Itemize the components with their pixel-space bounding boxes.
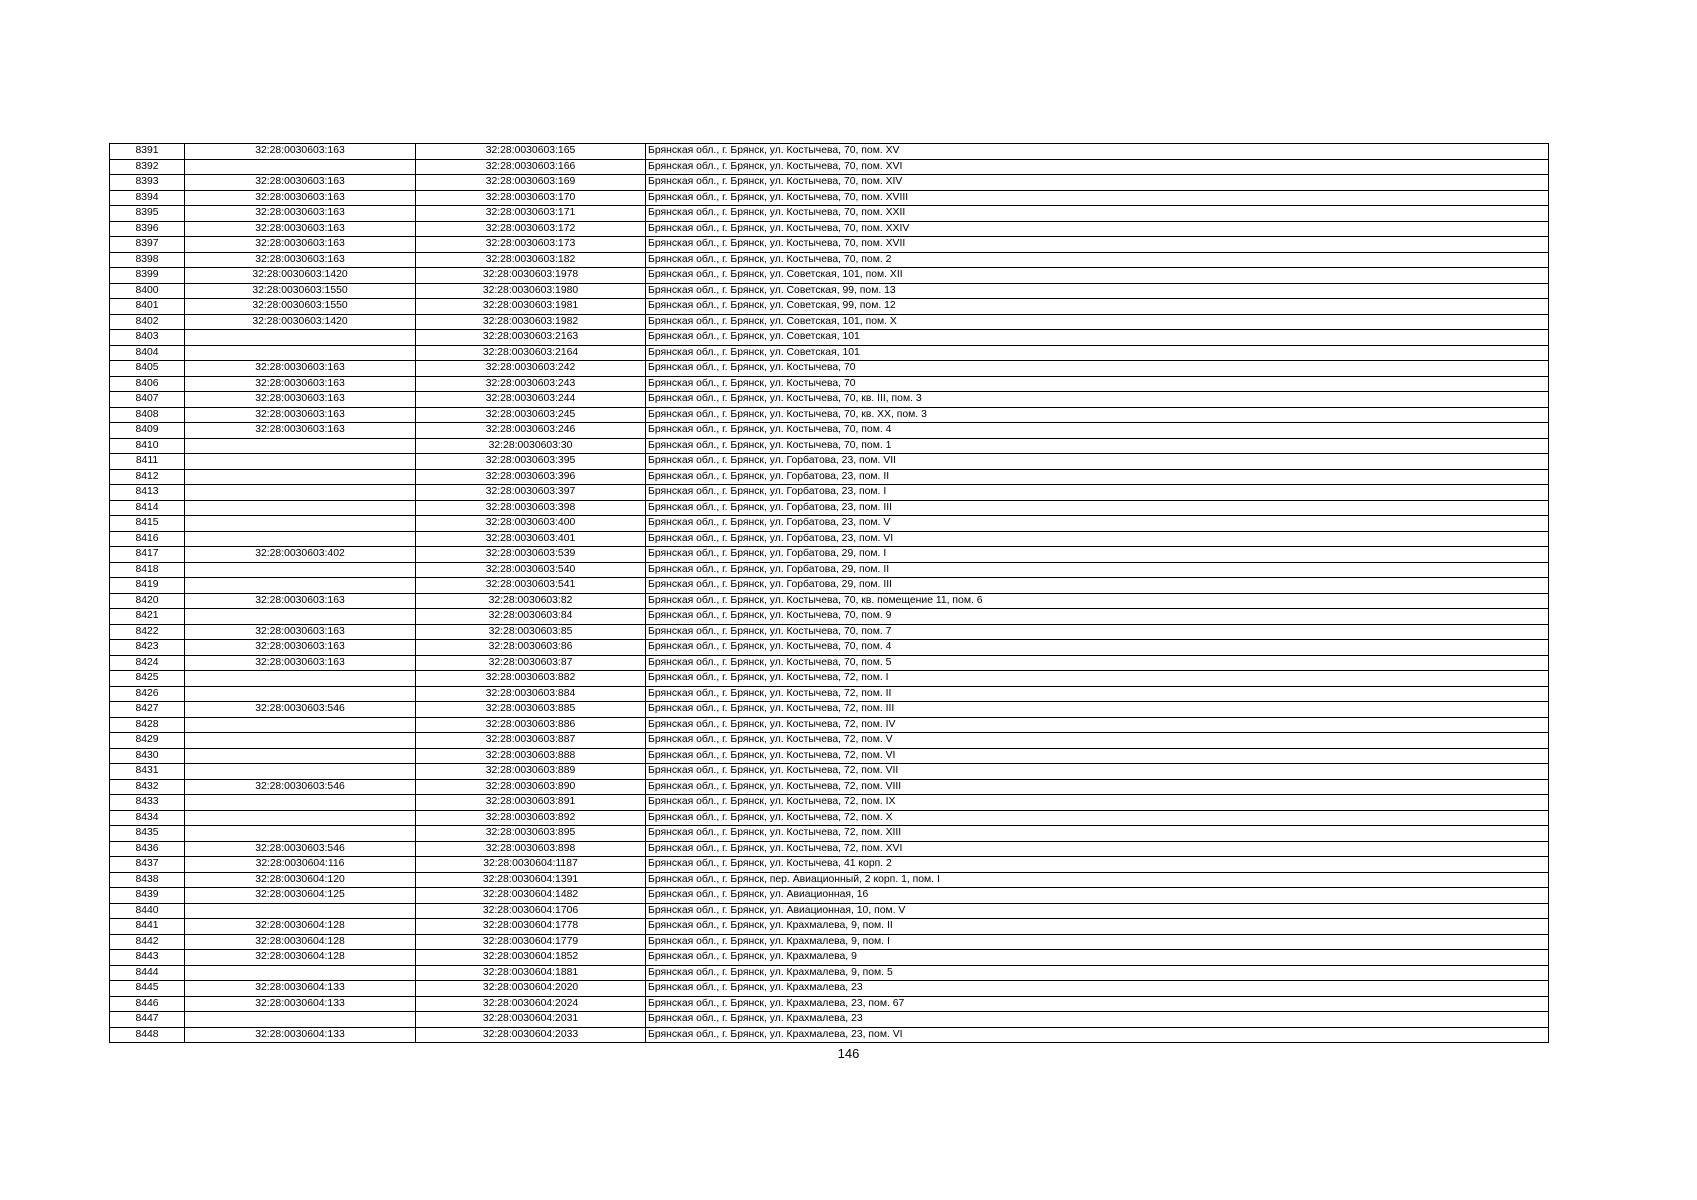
parent-cadastral-number-cell: 32:28:0030603:163 <box>185 237 416 253</box>
row-number-cell: 8413 <box>110 485 185 501</box>
address-cell: Брянская обл., г. Брянск, ул. Костычева, 72, пом. IV <box>646 717 1549 733</box>
cadastral-number-cell: 32:28:0030603:165 <box>416 144 646 160</box>
cadastral-number-cell: 32:28:0030603:30 <box>416 438 646 454</box>
address-cell: Брянская обл., г. Брянск, ул. Крахмалева, 23, пом. VI <box>646 1027 1549 1043</box>
row-number-cell: 8407 <box>110 392 185 408</box>
parent-cadastral-number-cell: 32:28:0030603:163 <box>185 593 416 609</box>
cadastral-number-cell: 32:28:0030603:169 <box>416 175 646 191</box>
cadastral-number-cell: 32:28:0030603:886 <box>416 717 646 733</box>
table-row <box>110 392 1549 408</box>
parent-cadastral-number-cell: 32:28:0030604:133 <box>185 981 416 997</box>
cadastral-number-cell: 32:28:0030604:1852 <box>416 950 646 966</box>
parent-cadastral-number-cell <box>185 810 416 826</box>
row-number-cell: 8444 <box>110 965 185 981</box>
parent-cadastral-number-cell: 32:28:0030604:128 <box>185 919 416 935</box>
table-row <box>110 888 1549 904</box>
address-cell: Брянская обл., г. Брянск, ул. Костычева, 41 корп. 2 <box>646 857 1549 873</box>
parent-cadastral-number-cell <box>185 717 416 733</box>
table-row <box>110 159 1549 175</box>
address-cell: Брянская обл., г. Брянск, ул. Крахмалева, 9 <box>646 950 1549 966</box>
parent-cadastral-number-cell <box>185 330 416 346</box>
table-row <box>110 283 1549 299</box>
address-cell: Брянская обл., г. Брянск, ул. Костычева, 70, пом. XIV <box>646 175 1549 191</box>
row-number-cell: 8395 <box>110 206 185 222</box>
parent-cadastral-number-cell: 32:28:0030603:163 <box>185 640 416 656</box>
parent-cadastral-number-cell: 32:28:0030603:163 <box>185 144 416 160</box>
cadastral-number-cell: 32:28:0030603:1981 <box>416 299 646 315</box>
table-row <box>110 190 1549 206</box>
cadastral-number-cell: 32:28:0030603:395 <box>416 454 646 470</box>
address-cell: Брянская обл., г. Брянск, ул. Крахмалева, 23, пом. 67 <box>646 996 1549 1012</box>
row-number-cell: 8421 <box>110 609 185 625</box>
table-row <box>110 764 1549 780</box>
table-row <box>110 609 1549 625</box>
address-cell: Брянская обл., г. Брянск, ул. Костычева, 70, пом. XXIV <box>646 221 1549 237</box>
row-number-cell: 8424 <box>110 655 185 671</box>
address-cell: Брянская обл., г. Брянск, ул. Костычева, 72, пом. XIII <box>646 826 1549 842</box>
parent-cadastral-number-cell <box>185 795 416 811</box>
address-cell: Брянская обл., г. Брянск, ул. Крахмалева, 9, пом. II <box>646 919 1549 935</box>
parent-cadastral-number-cell: 32:28:0030603:1550 <box>185 299 416 315</box>
address-cell: Брянская обл., г. Брянск, ул. Советская, 101 <box>646 345 1549 361</box>
parent-cadastral-number-cell <box>185 516 416 532</box>
parent-cadastral-number-cell <box>185 609 416 625</box>
row-number-cell: 8433 <box>110 795 185 811</box>
parent-cadastral-number-cell: 32:28:0030603:163 <box>185 376 416 392</box>
table-row <box>110 795 1549 811</box>
cadastral-number-cell: 32:28:0030603:244 <box>416 392 646 408</box>
cadastral-number-cell: 32:28:0030603:172 <box>416 221 646 237</box>
address-cell: Брянская обл., г. Брянск, ул. Костычева, 70, кв. XX, пом. 3 <box>646 407 1549 423</box>
row-number-cell: 8414 <box>110 500 185 516</box>
table-row <box>110 934 1549 950</box>
row-number-cell: 8405 <box>110 361 185 377</box>
parent-cadastral-number-cell <box>185 671 416 687</box>
address-cell: Брянская обл., г. Брянск, ул. Костычева, 70, пом. 7 <box>646 624 1549 640</box>
row-number-cell: 8448 <box>110 1027 185 1043</box>
row-number-cell: 8394 <box>110 190 185 206</box>
address-cell: Брянская обл., г. Брянск, ул. Горбатова, 23, пом. I <box>646 485 1549 501</box>
cadastral-number-cell: 32:28:0030603:1982 <box>416 314 646 330</box>
table-row <box>110 981 1549 997</box>
address-cell: Брянская обл., г. Брянск, ул. Костычева, 70, пом. XVIII <box>646 190 1549 206</box>
cadastral-number-cell: 32:28:0030603:884 <box>416 686 646 702</box>
address-cell: Брянская обл., г. Брянск, ул. Горбатова, 29, пом. II <box>646 562 1549 578</box>
address-cell: Брянская обл., г. Брянск, ул. Костычева, 72, пом. VII <box>646 764 1549 780</box>
row-number-cell: 8438 <box>110 872 185 888</box>
table-row <box>110 872 1549 888</box>
table-row <box>110 686 1549 702</box>
table-row <box>110 314 1549 330</box>
cadastral-number-cell: 32:28:0030603:1978 <box>416 268 646 284</box>
address-cell: Брянская обл., г. Брянск, ул. Костычева, 72, пом. VIII <box>646 779 1549 795</box>
parent-cadastral-number-cell <box>185 454 416 470</box>
row-number-cell: 8412 <box>110 469 185 485</box>
address-cell: Брянская обл., г. Брянск, ул. Горбатова, 29, пом. I <box>646 547 1549 563</box>
cadastral-number-cell: 32:28:0030603:242 <box>416 361 646 377</box>
table-row <box>110 671 1549 687</box>
address-cell: Брянская обл., г. Брянск, ул. Крахмалева, 23 <box>646 981 1549 997</box>
cadastral-number-cell: 32:28:0030603:889 <box>416 764 646 780</box>
table-row <box>110 655 1549 671</box>
cadastral-number-cell: 32:28:0030603:397 <box>416 485 646 501</box>
table-row <box>110 702 1549 718</box>
table-row <box>110 438 1549 454</box>
table-row <box>110 206 1549 222</box>
cadastral-number-cell: 32:28:0030603:396 <box>416 469 646 485</box>
table-row <box>110 531 1549 547</box>
cadastral-number-cell: 32:28:0030603:182 <box>416 252 646 268</box>
cadastral-number-cell: 32:28:0030603:2163 <box>416 330 646 346</box>
row-number-cell: 8419 <box>110 578 185 594</box>
parent-cadastral-number-cell: 32:28:0030603:402 <box>185 547 416 563</box>
cadastral-number-cell: 32:28:0030603:882 <box>416 671 646 687</box>
row-number-cell: 8409 <box>110 423 185 439</box>
parent-cadastral-number-cell <box>185 578 416 594</box>
row-number-cell: 8402 <box>110 314 185 330</box>
address-cell: Брянская обл., г. Брянск, ул. Костычева, 70 <box>646 361 1549 377</box>
table-row <box>110 1027 1549 1043</box>
registry-table-body <box>110 144 1549 1043</box>
table-row <box>110 826 1549 842</box>
parent-cadastral-number-cell: 32:28:0030603:546 <box>185 841 416 857</box>
address-cell: Брянская обл., г. Брянск, ул. Костычева, 70, пом. XV <box>646 144 1549 160</box>
parent-cadastral-number-cell: 32:28:0030603:1420 <box>185 268 416 284</box>
address-cell: Брянская обл., г. Брянск, ул. Костычева, 72, пом. III <box>646 702 1549 718</box>
row-number-cell: 8439 <box>110 888 185 904</box>
address-cell: Брянская обл., г. Брянск, ул. Костычева, 70, пом. XVII <box>646 237 1549 253</box>
row-number-cell: 8441 <box>110 919 185 935</box>
address-cell: Брянская обл., г. Брянск, ул. Костычева, 72, пом. I <box>646 671 1549 687</box>
row-number-cell: 8420 <box>110 593 185 609</box>
parent-cadastral-number-cell <box>185 965 416 981</box>
address-cell: Брянская обл., г. Брянск, ул. Советская, 99, пом. 13 <box>646 283 1549 299</box>
row-number-cell: 8406 <box>110 376 185 392</box>
cadastral-number-cell: 32:28:0030603:398 <box>416 500 646 516</box>
row-number-cell: 8428 <box>110 717 185 733</box>
address-cell: Брянская обл., г. Брянск, ул. Костычева, 72, пом. VI <box>646 748 1549 764</box>
cadastral-number-cell: 32:28:0030603:888 <box>416 748 646 764</box>
table-row <box>110 547 1549 563</box>
parent-cadastral-number-cell: 32:28:0030603:546 <box>185 702 416 718</box>
cadastral-number-cell: 32:28:0030604:2031 <box>416 1012 646 1028</box>
cadastral-number-cell: 32:28:0030603:898 <box>416 841 646 857</box>
cadastral-number-cell: 32:28:0030603:541 <box>416 578 646 594</box>
parent-cadastral-number-cell <box>185 764 416 780</box>
table-row <box>110 717 1549 733</box>
table-row <box>110 376 1549 392</box>
table-row <box>110 841 1549 857</box>
address-cell: Брянская обл., г. Брянск, ул. Крахмалева, 9, пом. 5 <box>646 965 1549 981</box>
address-cell: Брянская обл., г. Брянск, ул. Горбатова, 23, пом. VI <box>646 531 1549 547</box>
parent-cadastral-number-cell <box>185 500 416 516</box>
cadastral-registry-table <box>109 143 1549 1043</box>
table-row <box>110 423 1549 439</box>
parent-cadastral-number-cell: 32:28:0030604:133 <box>185 996 416 1012</box>
row-number-cell: 8396 <box>110 221 185 237</box>
row-number-cell: 8426 <box>110 686 185 702</box>
table-row <box>110 345 1549 361</box>
parent-cadastral-number-cell: 32:28:0030603:163 <box>185 392 416 408</box>
cadastral-number-cell: 32:28:0030603:885 <box>416 702 646 718</box>
cadastral-number-cell: 32:28:0030603:2164 <box>416 345 646 361</box>
cadastral-number-cell: 32:28:0030603:245 <box>416 407 646 423</box>
row-number-cell: 8417 <box>110 547 185 563</box>
row-number-cell: 8397 <box>110 237 185 253</box>
cadastral-number-cell: 32:28:0030603:246 <box>416 423 646 439</box>
row-number-cell: 8435 <box>110 826 185 842</box>
table-row <box>110 1012 1549 1028</box>
address-cell: Брянская обл., г. Брянск, ул. Костычева, 70, пом. 5 <box>646 655 1549 671</box>
table-row <box>110 361 1549 377</box>
table-row <box>110 562 1549 578</box>
address-cell: Брянская обл., г. Брянск, ул. Костычева, 72, пом. V <box>646 733 1549 749</box>
address-cell: Брянская обл., г. Брянск, ул. Костычева, 70 <box>646 376 1549 392</box>
row-number-cell: 8401 <box>110 299 185 315</box>
row-number-cell: 8429 <box>110 733 185 749</box>
table-row <box>110 950 1549 966</box>
cadastral-number-cell: 32:28:0030603:892 <box>416 810 646 826</box>
parent-cadastral-number-cell: 32:28:0030603:163 <box>185 206 416 222</box>
parent-cadastral-number-cell: 32:28:0030603:163 <box>185 252 416 268</box>
address-cell: Брянская обл., г. Брянск, ул. Костычева, 70, пом. 2 <box>646 252 1549 268</box>
table-row <box>110 733 1549 749</box>
row-number-cell: 8410 <box>110 438 185 454</box>
cadastral-number-cell: 32:28:0030604:1482 <box>416 888 646 904</box>
parent-cadastral-number-cell: 32:28:0030604:120 <box>185 872 416 888</box>
cadastral-number-cell: 32:28:0030604:1187 <box>416 857 646 873</box>
cadastral-number-cell: 32:28:0030603:539 <box>416 547 646 563</box>
parent-cadastral-number-cell: 32:28:0030604:133 <box>185 1027 416 1043</box>
cadastral-number-cell: 32:28:0030603:243 <box>416 376 646 392</box>
address-cell: Брянская обл., г. Брянск, ул. Советская, 101, пом. XII <box>646 268 1549 284</box>
row-number-cell: 8393 <box>110 175 185 191</box>
parent-cadastral-number-cell <box>185 1012 416 1028</box>
parent-cadastral-number-cell <box>185 903 416 919</box>
row-number-cell: 8430 <box>110 748 185 764</box>
cadastral-number-cell: 32:28:0030603:887 <box>416 733 646 749</box>
row-number-cell: 8434 <box>110 810 185 826</box>
table-row <box>110 810 1549 826</box>
table-row <box>110 919 1549 935</box>
cadastral-number-cell: 32:28:0030604:2033 <box>416 1027 646 1043</box>
parent-cadastral-number-cell: 32:28:0030603:163 <box>185 423 416 439</box>
table-row <box>110 748 1549 764</box>
cadastral-number-cell: 32:28:0030603:540 <box>416 562 646 578</box>
table-row <box>110 268 1549 284</box>
parent-cadastral-number-cell <box>185 469 416 485</box>
table-row <box>110 485 1549 501</box>
address-cell: Брянская обл., г. Брянск, ул. Горбатова, 23, пом. VII <box>646 454 1549 470</box>
address-cell: Брянская обл., г. Брянск, ул. Костычева, 70, пом. 4 <box>646 640 1549 656</box>
row-number-cell: 8431 <box>110 764 185 780</box>
parent-cadastral-number-cell <box>185 826 416 842</box>
parent-cadastral-number-cell: 32:28:0030603:163 <box>185 221 416 237</box>
cadastral-number-cell: 32:28:0030603:1980 <box>416 283 646 299</box>
table-row <box>110 299 1549 315</box>
parent-cadastral-number-cell <box>185 748 416 764</box>
parent-cadastral-number-cell: 32:28:0030604:128 <box>185 934 416 950</box>
table-row <box>110 578 1549 594</box>
row-number-cell: 8403 <box>110 330 185 346</box>
parent-cadastral-number-cell <box>185 485 416 501</box>
row-number-cell: 8418 <box>110 562 185 578</box>
parent-cadastral-number-cell <box>185 686 416 702</box>
parent-cadastral-number-cell: 32:28:0030603:1550 <box>185 283 416 299</box>
row-number-cell: 8415 <box>110 516 185 532</box>
cadastral-number-cell: 32:28:0030603:895 <box>416 826 646 842</box>
row-number-cell: 8422 <box>110 624 185 640</box>
parent-cadastral-number-cell <box>185 438 416 454</box>
row-number-cell: 8443 <box>110 950 185 966</box>
cadastral-number-cell: 32:28:0030603:400 <box>416 516 646 532</box>
parent-cadastral-number-cell <box>185 733 416 749</box>
address-cell: Брянская обл., г. Брянск, ул. Костычева, 70, кв. помещение 11, пом. 6 <box>646 593 1549 609</box>
cadastral-number-cell: 32:28:0030604:1881 <box>416 965 646 981</box>
table-row <box>110 624 1549 640</box>
address-cell: Брянская обл., г. Брянск, ул. Горбатова, 23, пом. II <box>646 469 1549 485</box>
cadastral-number-cell: 32:28:0030604:1779 <box>416 934 646 950</box>
row-number-cell: 8425 <box>110 671 185 687</box>
address-cell: Брянская обл., г. Брянск, ул. Горбатова, 29, пом. III <box>646 578 1549 594</box>
address-cell: Брянская обл., г. Брянск, ул. Советская, 101 <box>646 330 1549 346</box>
parent-cadastral-number-cell <box>185 159 416 175</box>
row-number-cell: 8446 <box>110 996 185 1012</box>
table-row <box>110 779 1549 795</box>
cadastral-number-cell: 32:28:0030604:2020 <box>416 981 646 997</box>
address-cell: Брянская обл., г. Брянск, ул. Авиационная, 10, пом. V <box>646 903 1549 919</box>
page-number: 146 <box>837 1046 860 1061</box>
row-number-cell: 8437 <box>110 857 185 873</box>
cadastral-number-cell: 32:28:0030603:82 <box>416 593 646 609</box>
address-cell: Брянская обл., г. Брянск, ул. Костычева, 70, кв. III, пом. 3 <box>646 392 1549 408</box>
table-row <box>110 330 1549 346</box>
row-number-cell: 8391 <box>110 144 185 160</box>
address-cell: Брянская обл., г. Брянск, ул. Горбатова, 23, пом. III <box>646 500 1549 516</box>
cadastral-number-cell: 32:28:0030604:1391 <box>416 872 646 888</box>
cadastral-number-cell: 32:28:0030603:84 <box>416 609 646 625</box>
parent-cadastral-number-cell <box>185 345 416 361</box>
address-cell: Брянская обл., г. Брянск, ул. Костычева, 70, пом. 1 <box>646 438 1549 454</box>
table-row <box>110 407 1549 423</box>
parent-cadastral-number-cell: 32:28:0030603:163 <box>185 655 416 671</box>
cadastral-number-cell: 32:28:0030603:85 <box>416 624 646 640</box>
row-number-cell: 8427 <box>110 702 185 718</box>
parent-cadastral-number-cell: 32:28:0030603:1420 <box>185 314 416 330</box>
row-number-cell: 8423 <box>110 640 185 656</box>
cadastral-number-cell: 32:28:0030604:1778 <box>416 919 646 935</box>
parent-cadastral-number-cell: 32:28:0030604:116 <box>185 857 416 873</box>
address-cell: Брянская обл., г. Брянск, ул. Костычева, 70, пом. XXII <box>646 206 1549 222</box>
row-number-cell: 8440 <box>110 903 185 919</box>
table-row <box>110 175 1549 191</box>
row-number-cell: 8404 <box>110 345 185 361</box>
table-row <box>110 144 1549 160</box>
address-cell: Брянская обл., г. Брянск, ул. Авиационная, 16 <box>646 888 1549 904</box>
address-cell: Брянская обл., г. Брянск, пер. Авиационный, 2 корп. 1, пом. I <box>646 872 1549 888</box>
row-number-cell: 8400 <box>110 283 185 299</box>
parent-cadastral-number-cell: 32:28:0030603:163 <box>185 361 416 377</box>
row-number-cell: 8411 <box>110 454 185 470</box>
address-cell: Брянская обл., г. Брянск, ул. Крахмалева, 9, пом. I <box>646 934 1549 950</box>
table-row <box>110 640 1549 656</box>
table-row <box>110 516 1549 532</box>
cadastral-number-cell: 32:28:0030603:891 <box>416 795 646 811</box>
table-row <box>110 965 1549 981</box>
row-number-cell: 8408 <box>110 407 185 423</box>
row-number-cell: 8432 <box>110 779 185 795</box>
table-row <box>110 500 1549 516</box>
table-row <box>110 252 1549 268</box>
address-cell: Брянская обл., г. Брянск, ул. Костычева, 70, пом. 9 <box>646 609 1549 625</box>
table-row <box>110 469 1549 485</box>
parent-cadastral-number-cell: 32:28:0030603:163 <box>185 175 416 191</box>
parent-cadastral-number-cell: 32:28:0030604:125 <box>185 888 416 904</box>
row-number-cell: 8447 <box>110 1012 185 1028</box>
cadastral-number-cell: 32:28:0030603:170 <box>416 190 646 206</box>
address-cell: Брянская обл., г. Брянск, ул. Костычева, 72, пом. IX <box>646 795 1549 811</box>
address-cell: Брянская обл., г. Брянск, ул. Горбатова, 23, пом. V <box>646 516 1549 532</box>
row-number-cell: 8399 <box>110 268 185 284</box>
parent-cadastral-number-cell: 32:28:0030603:546 <box>185 779 416 795</box>
table-row <box>110 221 1549 237</box>
table-row <box>110 454 1549 470</box>
address-cell: Брянская обл., г. Брянск, ул. Костычева, 72, пом. II <box>646 686 1549 702</box>
row-number-cell: 8398 <box>110 252 185 268</box>
cadastral-number-cell: 32:28:0030603:166 <box>416 159 646 175</box>
row-number-cell: 8436 <box>110 841 185 857</box>
table-row <box>110 593 1549 609</box>
address-cell: Брянская обл., г. Брянск, ул. Костычева, 72, пом. XVI <box>646 841 1549 857</box>
parent-cadastral-number-cell: 32:28:0030603:163 <box>185 407 416 423</box>
row-number-cell: 8416 <box>110 531 185 547</box>
table-row <box>110 903 1549 919</box>
table-row <box>110 996 1549 1012</box>
parent-cadastral-number-cell: 32:28:0030603:163 <box>185 190 416 206</box>
cadastral-number-cell: 32:28:0030603:890 <box>416 779 646 795</box>
parent-cadastral-number-cell: 32:28:0030604:128 <box>185 950 416 966</box>
cadastral-number-cell: 32:28:0030603:86 <box>416 640 646 656</box>
address-cell: Брянская обл., г. Брянск, ул. Крахмалева, 23 <box>646 1012 1549 1028</box>
table-row <box>110 237 1549 253</box>
cadastral-number-cell: 32:28:0030603:171 <box>416 206 646 222</box>
address-cell: Брянская обл., г. Брянск, ул. Костычева, 70, пом. XVI <box>646 159 1549 175</box>
cadastral-number-cell: 32:28:0030603:87 <box>416 655 646 671</box>
cadastral-number-cell: 32:28:0030604:2024 <box>416 996 646 1012</box>
address-cell: Брянская обл., г. Брянск, ул. Костычева, 70, пом. 4 <box>646 423 1549 439</box>
address-cell: Брянская обл., г. Брянск, ул. Советская, 99, пом. 12 <box>646 299 1549 315</box>
cadastral-number-cell: 32:28:0030604:1706 <box>416 903 646 919</box>
row-number-cell: 8445 <box>110 981 185 997</box>
table-row <box>110 857 1549 873</box>
parent-cadastral-number-cell: 32:28:0030603:163 <box>185 624 416 640</box>
address-cell: Брянская обл., г. Брянск, ул. Советская, 101, пом. X <box>646 314 1549 330</box>
parent-cadastral-number-cell <box>185 531 416 547</box>
row-number-cell: 8442 <box>110 934 185 950</box>
parent-cadastral-number-cell <box>185 562 416 578</box>
cadastral-number-cell: 32:28:0030603:173 <box>416 237 646 253</box>
row-number-cell: 8392 <box>110 159 185 175</box>
cadastral-number-cell: 32:28:0030603:401 <box>416 531 646 547</box>
address-cell: Брянская обл., г. Брянск, ул. Костычева, 72, пом. X <box>646 810 1549 826</box>
